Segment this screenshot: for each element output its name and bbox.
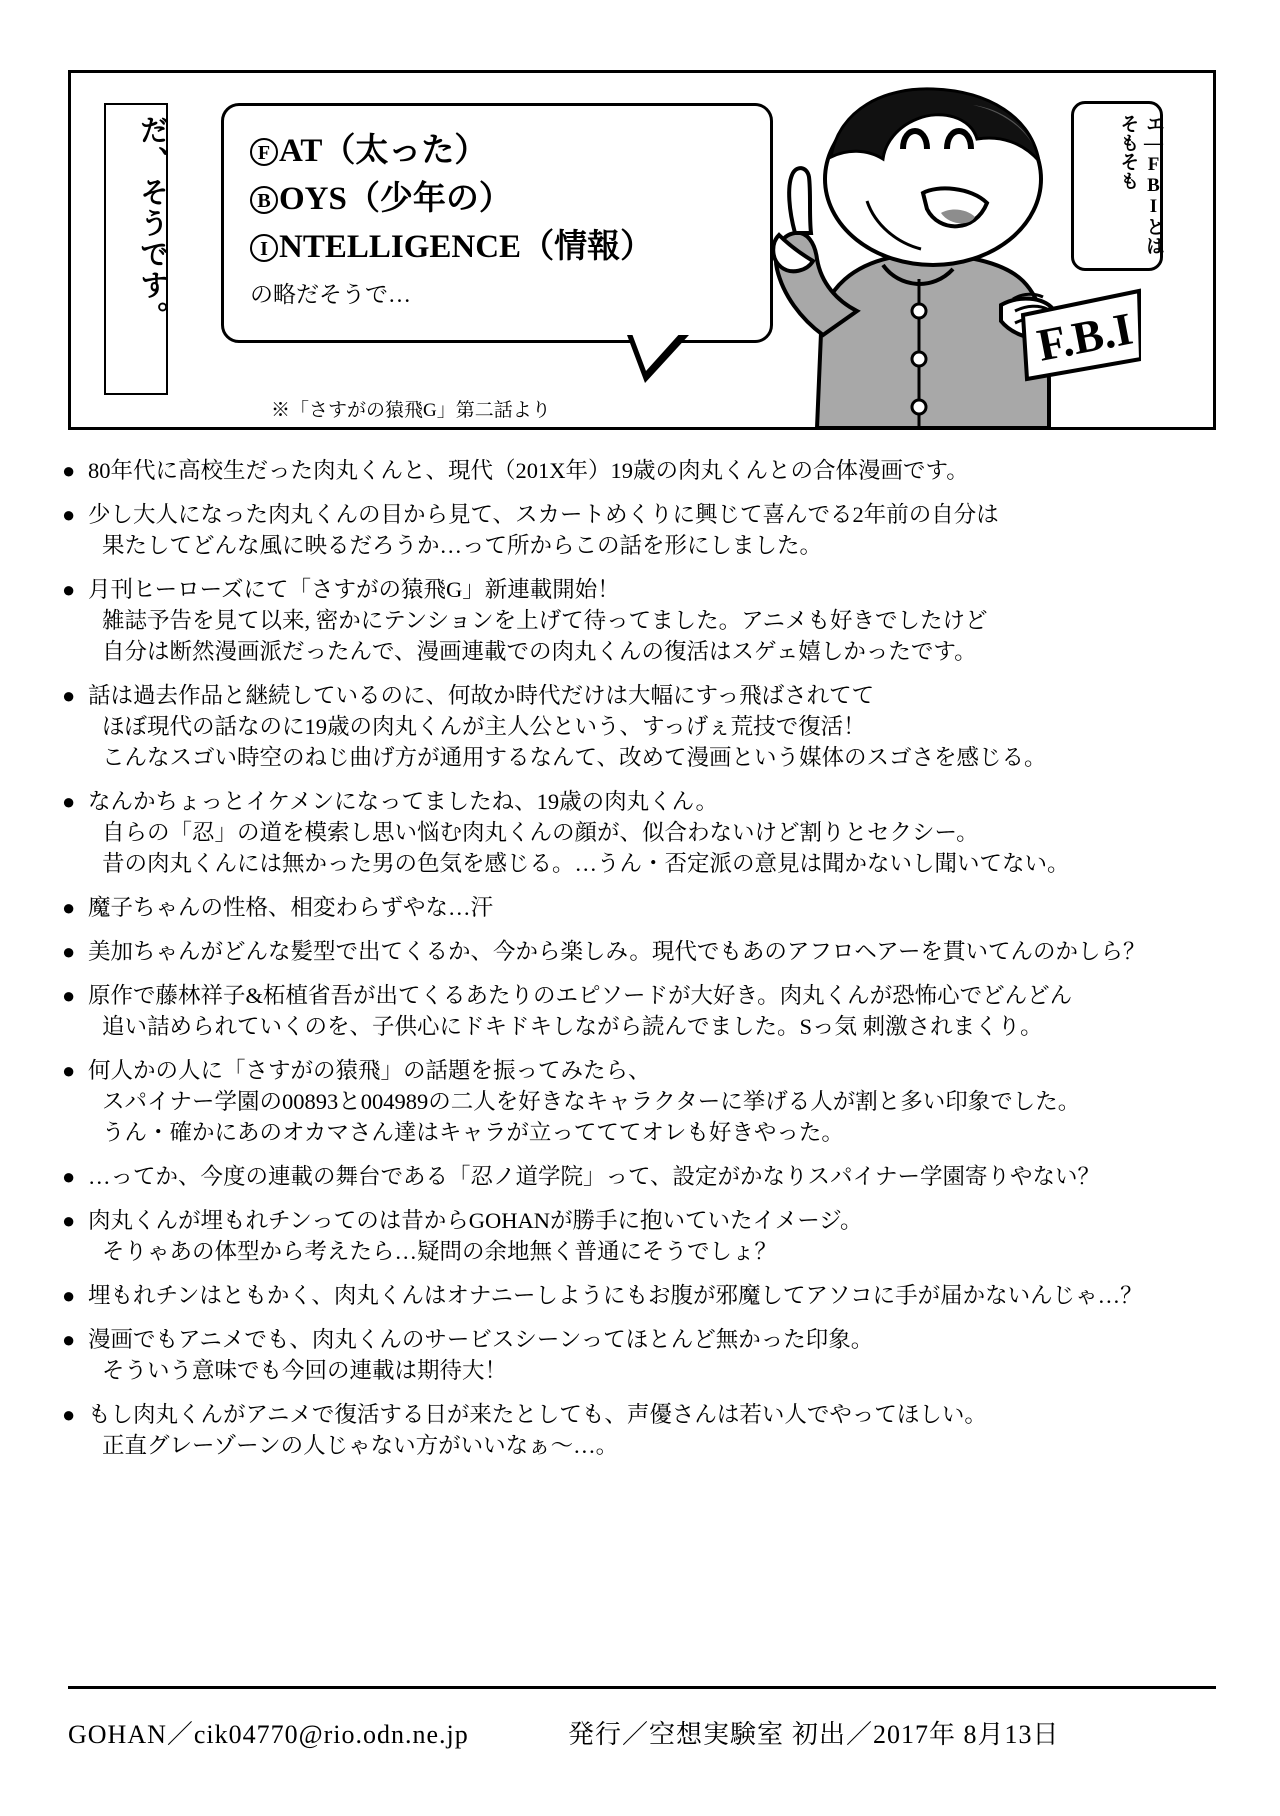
list-item [62, 1205, 1222, 1267]
list-item [62, 455, 1222, 486]
circled-letter-f: F [250, 138, 278, 166]
note-line: 自分は断然漫画派だったんで、漫画連載での肉丸くんの復活はスゲェ嬉しかったです。 [102, 639, 977, 664]
note-line: 少し大人になった肉丸くんの目から見て、スカートめくりに興じて喜んでる2年前の自分は [88, 502, 999, 527]
balloon-line-1 [250, 124, 487, 171]
note-line: 埋もれチンはともかく、肉丸くんはオナニーしようにもお腹が邪魔してアソコに手が届かないんじゃ…？ [88, 1283, 1143, 1308]
bullet-icon: ● [62, 1164, 76, 1189]
uniform-button-2 [912, 352, 926, 366]
speech-balloon-small-text: エ—FBIとは そもそも [1117, 114, 1164, 255]
vertical-caption-text: だ、そうです。 [136, 115, 168, 332]
note-line: 何人かの人に「さすがの猿飛」の話題を振ってみたら、 [88, 1058, 651, 1083]
balloon-line-3-text: NTELLIGENCE（情報） [279, 229, 654, 265]
note-line: 80年代に高校生だった肉丸くんと、現代（201X年）19歳の肉丸くんとの合体漫画です。 [88, 458, 969, 483]
list-item [62, 786, 1222, 879]
uniform-button-1 [912, 304, 926, 318]
list-item [62, 936, 1222, 967]
note-line: ほぼ現代の話なのに19歳の肉丸くんが主人公という、すっげぇ荒技で復活！ [102, 714, 866, 739]
note-line: 昔の肉丸くんには無かった男の色気を感じる。…うん・否定派の意見は聞かないし聞いてない。 [102, 851, 1070, 876]
note-line: 雑誌予告を見て以来, 密かにテンションを上げて待ってました。アニメも好きでしたけど [102, 608, 988, 633]
bullet-icon: ● [62, 789, 76, 814]
footer [68, 1700, 1216, 1760]
balloon-line-3 [250, 220, 653, 267]
bullet-icon: ● [62, 1208, 76, 1233]
note-line: 話は過去作品と継続しているのに、何故か時代だけは大幅にすっ飛ばされてて [88, 683, 875, 708]
list-item [62, 1280, 1222, 1311]
note-line: 果たしてどんな風に映るだろうか…って所からこの話を形にしました。 [102, 533, 823, 558]
note-line: うん・確かにあのオカマさん達はキャラが立ってててオレも好きやった。 [102, 1120, 844, 1145]
balloon-line-2 [250, 172, 512, 219]
bullet-icon: ● [62, 458, 76, 483]
bullet-icon: ● [62, 983, 76, 1008]
list-item [62, 1399, 1222, 1461]
bullet-icon: ● [62, 939, 76, 964]
note-line: 漫画でもアニメでも、肉丸くんのサービスシーンってほとんど無かった印象。 [88, 1327, 874, 1352]
source-note: ※「さすがの猿飛G」第二話より [271, 400, 551, 421]
note-line: 原作で藤林祥子&柘植省吾が出てくるあたりのエピソードが大好き。肉丸くんが恐怖心でどんどん [88, 983, 1073, 1008]
character-svg [671, 83, 1141, 428]
footer-divider [68, 1686, 1216, 1689]
uniform-button-3 [912, 400, 926, 414]
note-line: こんなスゴい時空のねじ曲げ方が通用するなんて、改めて漫画という媒体のスゴさを感じる。 [102, 745, 1047, 770]
bullet-icon: ● [62, 502, 76, 527]
list-item [62, 680, 1222, 773]
bullet-icon: ● [62, 1402, 76, 1427]
list-item [62, 1161, 1222, 1192]
note-line: そういう意味でも今回の連載は期待大！ [102, 1358, 508, 1383]
footer-author-contact: GOHAN／cik04770@rio.odn.ne.jp [68, 1720, 469, 1749]
list-item [62, 1055, 1222, 1148]
list-item [62, 499, 1222, 561]
pointing-finger [789, 168, 811, 233]
note-line: 追い詰められていくのを、子供心にドキドキしながら読んでました。Sっ気 刺激されまくり。 [102, 1014, 1043, 1039]
fbi-card-label: F.B.I [1033, 302, 1137, 371]
note-line: もし肉丸くんがアニメで復活する日が来たとしても、声優さんは若い人でやってほしい。 [88, 1402, 987, 1427]
list-item [62, 892, 1222, 923]
bullet-icon: ● [62, 1327, 76, 1352]
note-line: 正直グレーゾーンの人じゃない方がいいなぁ〜…。 [102, 1433, 619, 1458]
circled-letter-b: B [250, 186, 278, 214]
footer-first-published: 初出／2017年 8月13日 [792, 1720, 1060, 1749]
note-line: …ってか、今度の連載の舞台である「忍ノ道学院」って、設定がかなりスパイナー学園寄りやない？ [88, 1164, 1101, 1189]
comic-panel [68, 70, 1216, 430]
circled-letter-i: I [250, 234, 278, 262]
note-line: 肉丸くんが埋もれチンってのは昔からGOHANが勝手に抱いていたイメージ。 [88, 1208, 863, 1233]
bullet-icon: ● [62, 895, 76, 920]
afterword-notes-list [62, 455, 1222, 1474]
list-item [62, 574, 1222, 667]
bullet-icon: ● [62, 1058, 76, 1083]
note-line: スパイナー学園の00893と004989の二人を好きなキャラクターに挙げる人が割と多い印象でした。 [102, 1089, 1081, 1114]
note-line: なんかちょっとイケメンになってましたね、19歳の肉丸くん。 [88, 789, 719, 814]
note-line: 美加ちゃんがどんな髪型で出てくるか、今から楽しみ。現代でもあのアフロヘアーを貫いてんのかしら？ [88, 939, 1146, 964]
note-line: 月刊ヒーローズにて「さすがの猿飛G」新連載開始！ [88, 577, 620, 602]
bullet-icon: ● [62, 577, 76, 602]
footer-publisher: 発行／空想実験室 [568, 1720, 785, 1749]
balloon-line-4: の略だそうで… [250, 282, 411, 307]
list-item [62, 1324, 1222, 1386]
bullet-icon: ● [62, 683, 76, 708]
balloon-line-2-text: OYS（少年の） [279, 181, 512, 217]
bullet-icon: ● [62, 1283, 76, 1308]
note-line: そりゃあの体型から考えたら…疑問の余地無く普通にそうでしょ？ [102, 1239, 778, 1264]
list-item [62, 980, 1222, 1042]
note-line: 自らの「忍」の道を模索し思い悩む肉丸くんの顔が、似合わないけど割りとセクシー。 [102, 820, 979, 845]
note-line: 魔子ちゃんの性格、相変わらずやな…汗 [88, 895, 494, 920]
balloon-line-1-text: AT（太った） [279, 133, 488, 169]
vertical-caption-box [104, 103, 168, 395]
character-illustration [671, 83, 1141, 428]
